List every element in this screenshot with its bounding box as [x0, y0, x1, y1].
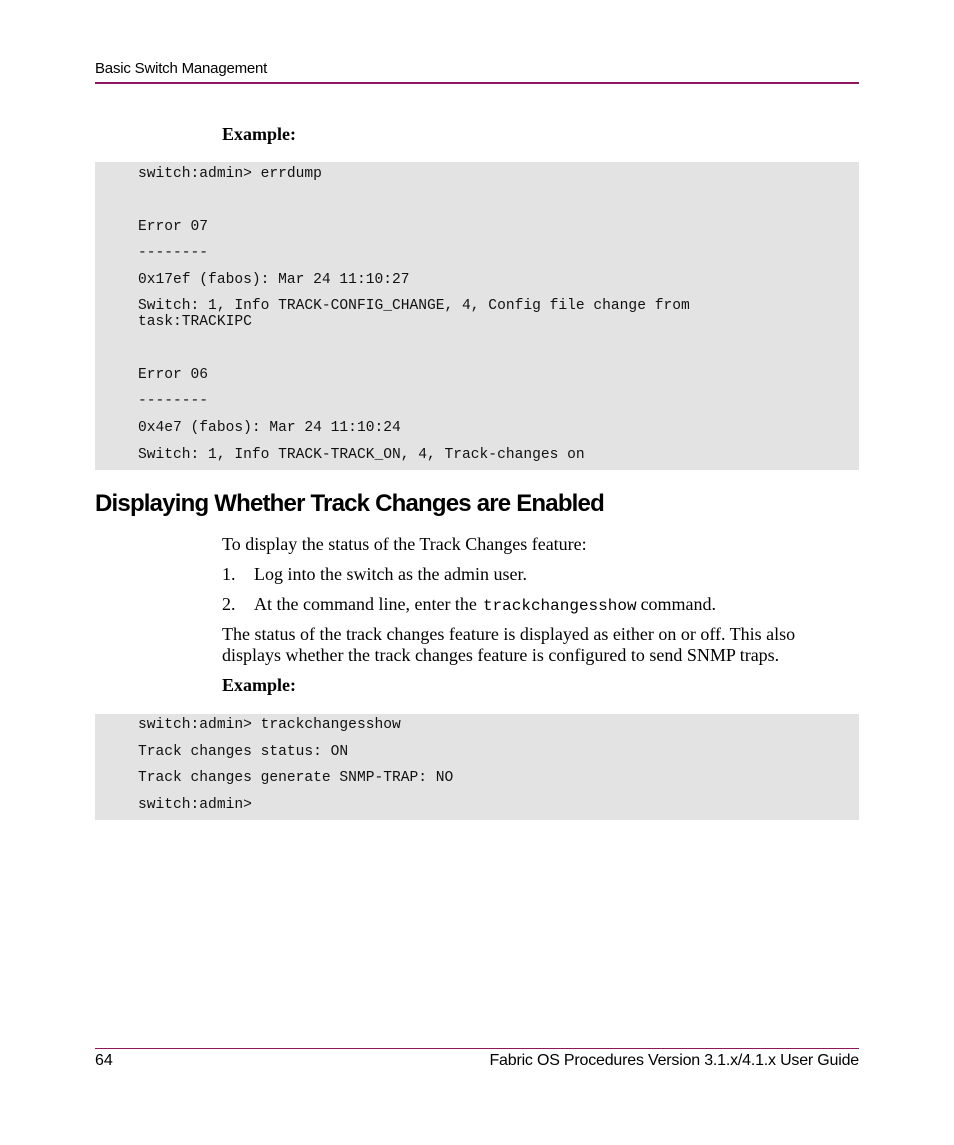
- code-line: task:TRACKIPC: [138, 314, 252, 330]
- header-section-title: Basic Switch Management: [95, 60, 268, 77]
- body-paragraph: The status of the track changes feature is displayed as either on or off. This also displays whether the track changes feature is configured to send SNMP traps.: [222, 624, 796, 665]
- code-line: --------: [138, 245, 209, 261]
- code-line: Track changes generate SNMP-TRAP: NO: [138, 770, 454, 786]
- code-line: Error 07: [138, 219, 209, 235]
- footer-rule: [95, 1048, 859, 1049]
- code-block-trackchangesshow: [95, 714, 859, 820]
- intro-paragraph: To display the status of the Track Changes feature:: [222, 534, 587, 554]
- section-heading: Displaying Whether Track Changes are Enabled: [95, 490, 604, 517]
- document-title: Fabric OS Procedures Version 3.1.x/4.1.x User Guide: [489, 1052, 859, 1069]
- inline-command: trackchangesshow: [482, 597, 637, 615]
- code-line: switch:admin> trackchangesshow: [138, 717, 401, 733]
- code-line: switch:admin> errdump: [138, 166, 322, 182]
- step-text-2: [254, 594, 716, 615]
- step-number-1: 1.: [222, 564, 236, 584]
- step-text-before: At the command line, enter the: [254, 594, 477, 614]
- code-line: Error 06: [138, 367, 209, 383]
- code-line: --------: [138, 393, 209, 409]
- code-line: switch:admin>: [138, 797, 252, 813]
- code-line: Track changes status: ON: [138, 744, 349, 760]
- step-text-after: command.: [640, 594, 717, 614]
- header-rule: [95, 82, 859, 84]
- page-number: 64: [95, 1052, 113, 1069]
- step-number-2: 2.: [222, 594, 236, 614]
- code-line: 0x4e7 (fabos): Mar 24 11:10:24: [138, 420, 401, 436]
- code-line: Switch: 1, Info TRACK-CONFIG_CHANGE, 4, Config file change from: [138, 298, 690, 314]
- code-line: 0x17ef (fabos): Mar 24 11:10:27: [138, 272, 410, 288]
- code-block-errdump: [95, 162, 859, 470]
- code-line: Switch: 1, Info TRACK-TRACK_ON, 4, Track-changes on: [138, 447, 585, 463]
- step-text-1: Log into the switch as the admin user.: [254, 564, 527, 584]
- example-label-1: Example:: [222, 124, 296, 144]
- example-label-2: Example:: [222, 675, 296, 695]
